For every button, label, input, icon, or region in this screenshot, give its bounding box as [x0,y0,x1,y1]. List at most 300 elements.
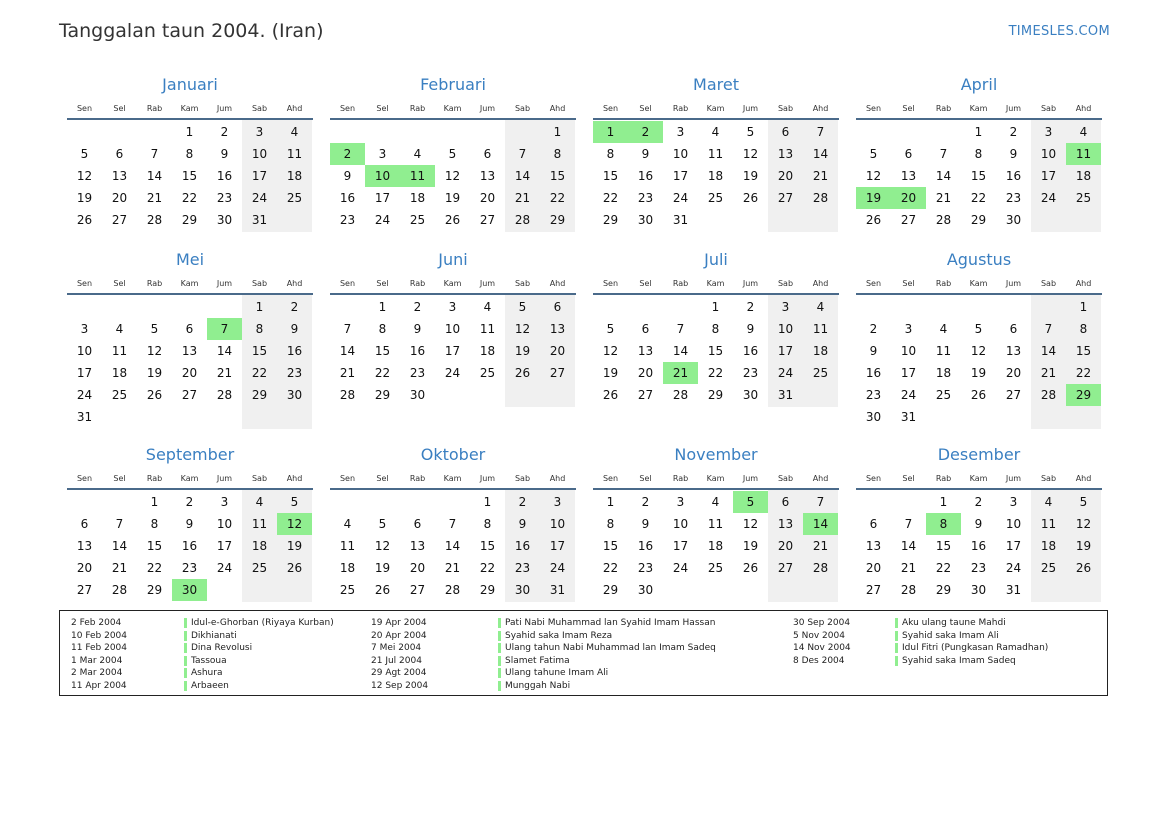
weekday-label: Rab [146,474,163,483]
weekday-label: Sab [777,104,794,113]
weekday-label: Rab [935,104,952,113]
weekday-label: Jum [1005,279,1022,288]
day-cell: 28 [514,213,531,227]
day-cell: 26 [970,388,987,402]
day-cell: 16 [286,344,303,358]
day-cell: 12 [514,322,531,336]
day-cell: 25 [286,191,303,205]
day-cell: 22 [479,561,496,575]
holiday-name: Ulang tahune Imam Ali [505,668,609,679]
holiday-date: 2 Mar 2004 [71,668,123,679]
day-cell: 9 [220,147,229,161]
day-cell: 26 [286,561,303,575]
day-cell: 19 [146,366,163,380]
day-cell: 31 [672,213,689,227]
holiday-name: Dina Revolusi [191,643,253,654]
day-cell: 29 [374,388,391,402]
weekday-label: Jum [1005,474,1022,483]
weekday-label: Ahd [286,474,303,483]
day-cell: 21 [1040,366,1057,380]
day-cell: 6 [781,125,790,139]
day-cell: 24 [1040,191,1057,205]
day-cell: 13 [111,169,128,183]
day-cell: 29 [707,388,724,402]
weekday-label: Ahd [549,474,566,483]
day-cell: 12 [76,169,93,183]
day-cell: 7 [676,322,685,336]
day-cell: 6 [185,322,194,336]
weekday-label: Sel [902,474,915,483]
weekday-label: Sab [514,279,531,288]
holiday-date: 29 Agt 2004 [371,668,427,679]
day-cell: 19 [742,169,759,183]
day-cell: 22 [602,561,619,575]
day-cell: 23 [970,561,987,575]
day-cell: 24 [900,388,917,402]
day-cell: 25 [1075,191,1092,205]
day-cell: 3 [1044,125,1053,139]
day-cell: 21 [812,539,829,553]
day-cell: 19 [1075,539,1092,553]
holiday-day-cell: 29 [1066,384,1101,406]
day-cell: 14 [514,169,531,183]
holiday-name: Slamet Fatima [505,655,570,666]
day-cell: 15 [146,539,163,553]
day-cell: 11 [935,344,952,358]
weekday-label: Sel [639,279,652,288]
day-cell: 25 [935,388,952,402]
holiday-day-cell: 8 [926,513,961,535]
weekday-label: Rab [672,474,689,483]
day-cell: 7 [904,517,913,531]
weekday-label: Sab [777,474,794,483]
day-cell: 4 [816,300,825,314]
day-cell: 11 [251,517,268,531]
day-cell: 15 [602,539,619,553]
day-cell: 24 [216,561,233,575]
day-cell: 11 [812,322,829,336]
day-cell: 9 [1009,147,1018,161]
day-cell: 5 [448,147,457,161]
day-cell: 4 [115,322,124,336]
day-cell: 18 [1075,169,1092,183]
weekday-label: Rab [935,474,952,483]
day-cell: 9 [290,322,299,336]
day-cell: 13 [479,169,496,183]
day-cell: 31 [549,583,566,597]
holiday-day-cell: 21 [663,362,698,384]
day-cell: 24 [76,388,93,402]
weekday-label: Sel [639,474,652,483]
weekday-label: Rab [409,474,426,483]
weekday-label: Jum [742,474,759,483]
day-cell: 8 [606,147,615,161]
day-cell: 3 [904,322,913,336]
day-cell: 16 [742,344,759,358]
day-cell: 19 [374,561,391,575]
holiday-name: Munggah Nabi [505,681,571,691]
day-cell: 13 [549,322,566,336]
day-cell: 15 [935,539,952,553]
holiday-marker [895,631,898,641]
day-cell: 14 [672,344,689,358]
day-cell: 18 [339,561,356,575]
weekday-label: Kam [443,474,462,483]
weekday-header [330,474,576,488]
day-cell: 25 [479,366,496,380]
day-cell: 1 [553,125,562,139]
day-cell: 27 [777,561,794,575]
day-cell: 29 [479,583,496,597]
day-cell: 27 [549,366,566,380]
day-cell: 17 [672,539,689,553]
day-cell: 3 [378,147,387,161]
day-cell: 7 [816,125,825,139]
day-cell: 29 [602,213,619,227]
day-cell: 16 [637,169,654,183]
day-cell: 30 [409,388,426,402]
day-cell: 31 [777,388,794,402]
month-name: Juni [438,250,468,269]
day-cell: 22 [181,191,198,205]
day-cell: 7 [150,147,159,161]
day-cell: 30 [514,583,531,597]
day-cell: 24 [672,561,689,575]
day-cell: 12 [146,344,163,358]
day-cell: 25 [707,191,724,205]
day-cell: 18 [251,539,268,553]
day-cell: 28 [672,388,689,402]
holiday-marker [895,618,898,628]
day-cell: 14 [339,344,356,358]
day-cell: 6 [115,147,124,161]
day-cell: 30 [1005,213,1022,227]
day-cell: 27 [76,583,93,597]
weekday-label: Sen [602,279,619,288]
holiday-name: Idul Fitri (Pungkasan Ramadhan) [902,643,1049,654]
holiday-day-cell: 11 [1066,143,1101,165]
day-cell: 6 [80,517,89,531]
holiday-marker [498,618,501,628]
month-name: Oktober [420,445,486,464]
day-cell: 3 [80,322,89,336]
day-cell: 19 [76,191,93,205]
weekday-label: Sel [376,474,389,483]
day-cell: 21 [111,561,128,575]
day-cell: 28 [900,583,917,597]
day-cell: 17 [900,366,917,380]
day-cell: 8 [150,517,159,531]
day-cell: 20 [479,191,496,205]
day-cell: 21 [216,366,233,380]
weekday-label: Sab [251,474,268,483]
brand-link[interactable]: TIMESLES.COM [1008,24,1110,39]
day-cell: 21 [812,169,829,183]
holiday-day-cell: 1 [593,121,628,143]
day-cell: 21 [514,191,531,205]
day-cell: 24 [549,561,566,575]
day-cell: 6 [904,147,913,161]
day-cell: 8 [606,517,615,531]
day-cell: 28 [812,191,829,205]
weekday-label: Sel [113,279,126,288]
holiday-date: 10 Feb 2004 [71,630,128,641]
day-cell: 13 [181,344,198,358]
day-cell: 25 [707,561,724,575]
day-cell: 7 [939,147,948,161]
day-cell: 23 [286,366,303,380]
weekday-header [593,474,839,488]
weekday-label: Sel [902,279,915,288]
day-cell: 11 [286,147,303,161]
holiday-name: Arbaeen [191,681,229,691]
weekday-label: Ahd [1075,104,1092,113]
weekday-label: Jum [216,104,233,113]
holiday-day-cell: 12 [277,513,312,535]
day-cell: 10 [1005,517,1022,531]
holiday-day-cell: 5 [733,491,768,513]
day-cell: 6 [483,147,492,161]
holiday-marker [498,668,501,678]
day-cell: 24 [251,191,268,205]
month-name: Desember [937,445,1021,464]
day-cell: 13 [409,539,426,553]
holiday-marker [895,643,898,653]
day-cell: 17 [444,344,461,358]
day-cell: 24 [777,366,794,380]
weekday-label: Sen [865,279,882,288]
day-cell: 16 [181,539,198,553]
day-cell: 27 [409,583,426,597]
day-cell: 4 [255,495,264,509]
day-cell: 11 [479,322,496,336]
holiday-date: 7 Mei 2004 [371,643,422,654]
day-cell: 26 [374,583,391,597]
weekday-label: Sab [1040,279,1057,288]
day-cell: 22 [707,366,724,380]
day-cell: 16 [970,539,987,553]
day-cell: 27 [1005,388,1022,402]
day-cell: 19 [286,539,303,553]
day-cell: 27 [111,213,128,227]
day-cell: 31 [900,410,917,424]
day-cell: 30 [865,410,882,424]
day-cell: 14 [812,147,829,161]
weekday-header [330,104,576,118]
day-cell: 15 [181,169,198,183]
day-cell: 2 [413,300,422,314]
weekday-header [593,279,839,293]
day-cell: 28 [935,213,952,227]
weekday-label: Kam [706,474,725,483]
day-cell: 13 [900,169,917,183]
day-cell: 23 [409,366,426,380]
day-cell: 10 [777,322,794,336]
day-cell: 20 [181,366,198,380]
day-cell: 18 [935,366,952,380]
holiday-marker [184,681,187,691]
holiday-date: 5 Nov 2004 [793,630,845,641]
day-cell: 10 [216,517,233,531]
weekday-label: Sel [902,104,915,113]
day-cell: 8 [1079,322,1088,336]
holiday-name: Tassoua [191,655,227,666]
weekday-label: Kam [180,474,199,483]
day-cell: 2 [641,495,650,509]
day-cell: 20 [409,561,426,575]
day-cell: 30 [637,583,654,597]
day-cell: 14 [935,169,952,183]
weekday-label: Jum [216,474,233,483]
day-cell: 29 [146,583,163,597]
day-cell: 12 [970,344,987,358]
weekday-label: Kam [969,474,988,483]
holiday-name: Aku ulang taune Mahdi [902,618,1006,628]
day-cell: 14 [111,539,128,553]
weekday-header [67,279,313,293]
day-cell: 15 [374,344,391,358]
day-cell: 27 [777,191,794,205]
day-cell: 26 [742,561,759,575]
weekday-label: Sel [376,104,389,113]
day-cell: 26 [76,213,93,227]
weekday-label: Jum [479,279,496,288]
day-cell: 23 [216,191,233,205]
month-name: Mei [175,250,205,269]
day-cell: 28 [146,213,163,227]
day-cell: 28 [444,583,461,597]
day-cell: 25 [339,583,356,597]
day-cell: 28 [216,388,233,402]
day-cell: 9 [641,147,650,161]
day-cell: 10 [444,322,461,336]
day-cell: 16 [514,539,531,553]
holiday-day-cell: 19 [856,187,891,209]
day-cell: 5 [80,147,89,161]
day-cell: 6 [553,300,562,314]
day-cell: 15 [1075,344,1092,358]
day-cell: 12 [742,147,759,161]
weekday-label: Kam [969,104,988,113]
day-cell: 8 [378,322,387,336]
day-cell: 8 [185,147,194,161]
day-cell: 8 [553,147,562,161]
day-cell: 9 [185,517,194,531]
day-cell: 19 [742,539,759,553]
day-cell: 4 [343,517,352,531]
day-cell: 27 [479,213,496,227]
day-cell: 12 [374,539,391,553]
day-cell: 17 [76,366,93,380]
day-cell: 11 [339,539,356,553]
day-cell: 7 [115,517,124,531]
weekday-label: Rab [672,104,689,113]
day-cell: 14 [146,169,163,183]
day-cell: 1 [255,300,264,314]
weekday-label: Ahd [812,279,829,288]
holiday-name: Syahid saka Imam Reza [505,630,613,641]
weekday-label: Sen [339,474,356,483]
day-cell: 15 [251,344,268,358]
holiday-date: 1 Mar 2004 [71,655,123,666]
day-cell: 12 [1075,517,1092,531]
day-cell: 18 [707,169,724,183]
holiday-day-cell: 2 [330,143,365,165]
weekday-label: Rab [146,104,163,113]
day-cell: 26 [514,366,531,380]
holiday-day-cell: 2 [628,121,663,143]
day-cell: 28 [111,583,128,597]
weekday-label: Sel [113,474,126,483]
day-cell: 17 [672,169,689,183]
weekday-header [67,474,313,488]
day-cell: 12 [742,517,759,531]
weekday-label: Sab [1040,104,1057,113]
weekday-label: Rab [935,279,952,288]
day-cell: 4 [939,322,948,336]
month-name: April [960,75,998,94]
day-cell: 27 [637,388,654,402]
weekday-label: Sab [251,104,268,113]
month-name: November [674,445,758,464]
month-name: Februari [420,75,486,94]
day-cell: 30 [742,388,759,402]
day-cell: 15 [602,169,619,183]
day-cell: 24 [444,366,461,380]
day-cell: 6 [641,322,650,336]
month-name: Juli [704,250,728,269]
day-cell: 3 [676,125,685,139]
holiday-name: Ulang tahun Nabi Muhammad lan Imam Sadeq [505,643,716,654]
weekday-label: Kam [706,279,725,288]
day-cell: 10 [672,147,689,161]
day-cell: 2 [869,322,878,336]
day-cell: 3 [553,495,562,509]
holiday-name: Idul-e-Ghorban (Riyaya Kurban) [191,618,334,628]
day-cell: 4 [711,125,720,139]
day-cell: 31 [251,213,268,227]
month-name: Agustus [946,250,1012,269]
weekday-label: Ahd [286,279,303,288]
holiday-name: Syahid saka Imam Ali [902,630,999,641]
holiday-date: 30 Sep 2004 [793,618,851,628]
day-cell: 26 [865,213,882,227]
day-cell: 11 [707,517,724,531]
day-cell: 22 [251,366,268,380]
holiday-marker [498,643,501,653]
day-cell: 22 [1075,366,1092,380]
day-cell: 14 [216,344,233,358]
day-cell: 25 [1040,561,1057,575]
day-cell: 30 [216,213,233,227]
day-cell: 9 [974,517,983,531]
day-cell: 13 [76,539,93,553]
day-cell: 2 [220,125,229,139]
day-cell: 29 [251,388,268,402]
day-cell: 25 [111,388,128,402]
weekday-label: Ahd [812,104,829,113]
day-cell: 8 [483,517,492,531]
day-cell: 23 [637,561,654,575]
weekday-label: Sen [602,474,619,483]
day-cell: 30 [286,388,303,402]
holiday-marker [184,656,187,666]
weekday-label: Kam [180,104,199,113]
day-cell: 4 [1044,495,1053,509]
day-cell: 26 [146,388,163,402]
weekday-label: Sab [1040,474,1057,483]
weekday-label: Jum [742,279,759,288]
